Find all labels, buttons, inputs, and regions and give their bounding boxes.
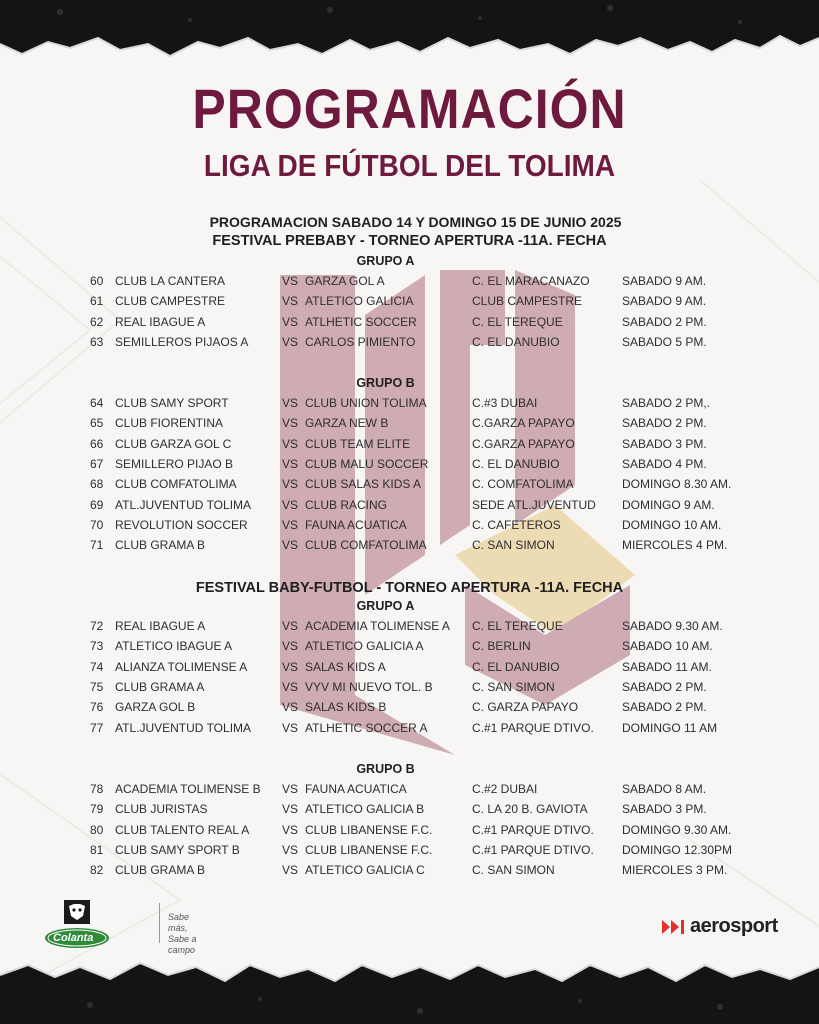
match-venue: C. GARZA PAPAYO <box>472 700 579 715</box>
match-row <box>0 477 819 495</box>
match-vs: VS <box>282 619 299 633</box>
match-num: 70 <box>90 517 104 532</box>
match-venue: C. CAFETEROS <box>472 517 561 532</box>
match-num: 65 <box>90 416 104 431</box>
sponsor-divider <box>159 903 160 943</box>
match-num: 82 <box>90 863 104 878</box>
match-away: CLUB SALAS KIDS A <box>305 477 422 492</box>
match-venue: C.#3 DUBAI <box>472 396 538 410</box>
match-time: DOMINGO 9.30 AM. <box>622 822 732 837</box>
match-home: REAL IBAGUE A <box>115 619 206 633</box>
match-vs: VS <box>282 782 299 796</box>
match-home: REAL IBAGUE A <box>115 314 206 329</box>
match-num: 76 <box>90 700 104 715</box>
match-num: 67 <box>90 456 104 471</box>
match-venue: C. BERLIN <box>472 639 531 654</box>
match-num: 77 <box>90 720 104 735</box>
match-venue: C.#1 PARQUE DTIVO. <box>472 822 594 837</box>
match-time: SABADO 3 PM. <box>622 802 707 817</box>
match-home: CLUB GRAMA A <box>115 679 205 694</box>
match-num: 63 <box>90 334 104 349</box>
match-away: ATLETICO GALICIA <box>305 294 414 309</box>
match-away: VYV MI NUEVO TOL. B <box>305 679 433 694</box>
colanta-tagline-line-2: Sabe a campo <box>168 934 197 955</box>
match-venue: C. SAN SIMON <box>472 679 555 694</box>
match-vs: VS <box>282 842 299 857</box>
match-home: CLUB JURISTAS <box>115 802 208 817</box>
aerosport-brand-label: aerosport <box>690 915 778 937</box>
match-away: FAUNA ACUATICA <box>305 782 407 796</box>
match-row <box>0 416 819 434</box>
match-row <box>0 823 819 841</box>
match-away: SALAS KIDS A <box>305 659 386 674</box>
match-home: CLUB GRAMA B <box>115 538 206 553</box>
match-vs: VS <box>282 720 299 735</box>
match-row <box>0 782 819 800</box>
group-heading: GRUPO B <box>356 376 415 390</box>
match-venue: C.GARZA PAPAYO <box>472 416 575 431</box>
match-home: CLUB COMFATOLIMA <box>115 477 237 492</box>
match-time: SABADO 5 PM. <box>622 334 707 349</box>
match-venue: C. SAN SIMON <box>472 538 555 553</box>
match-row <box>0 274 819 292</box>
group-heading: GRUPO A <box>356 599 415 613</box>
match-num: 62 <box>90 314 104 329</box>
match-vs: VS <box>282 456 299 471</box>
match-home: CLUB FIORENTINA <box>115 416 224 431</box>
match-home: CLUB LA CANTERA <box>115 274 226 288</box>
match-time: SABADO 2 PM,. <box>622 396 711 410</box>
match-away: GARZA GOL A <box>305 274 385 288</box>
match-row <box>0 843 819 861</box>
match-time: SABADO 10 AM. <box>622 639 713 654</box>
match-away: ATLHETIC SOCCER <box>305 314 417 329</box>
match-venue: C. EL DANUBIO <box>472 334 560 349</box>
match-home: ATL.JUVENTUD TOLIMA <box>115 720 252 735</box>
match-away: FAUNA ACUATICA <box>305 517 407 532</box>
match-time: SABADO 9.30 AM. <box>622 619 723 633</box>
match-row <box>0 538 819 556</box>
match-away: CLUB TEAM ELITE <box>305 436 411 451</box>
match-vs: VS <box>282 334 299 349</box>
match-away: ATLETICO GALICIA B <box>305 802 425 817</box>
match-time: SABADO 9 AM. <box>622 294 707 309</box>
colanta-sponsor <box>44 898 204 955</box>
match-num: 69 <box>90 497 104 512</box>
festival-heading: FESTIVAL BABY-FUTBOL - TORNEO APERTURA -11A. FECHA <box>195 580 624 596</box>
match-num: 66 <box>90 436 104 451</box>
match-vs: VS <box>282 863 299 878</box>
match-vs: VS <box>282 659 299 674</box>
match-num: 80 <box>90 822 104 837</box>
match-row <box>0 518 819 536</box>
match-num: 60 <box>90 274 104 288</box>
match-row <box>0 863 819 881</box>
match-vs: VS <box>282 477 299 492</box>
match-away: CARLOS PIMIENTO <box>305 334 416 349</box>
colanta-tagline <box>168 912 204 956</box>
match-venue: C.#1 PARQUE DTIVO. <box>472 842 594 857</box>
match-home: REVOLUTION SOCCER <box>115 517 248 532</box>
match-vs: VS <box>282 294 299 309</box>
match-away: CLUB LIBANENSE F.C. <box>305 842 433 857</box>
match-time: DOMINGO 8.30 AM. <box>622 477 732 492</box>
match-row <box>0 639 819 657</box>
match-venue: C. SAN SIMON <box>472 863 555 878</box>
match-time: SABADO 11 AM. <box>622 659 712 674</box>
match-home: ATL.JUVENTUD TOLIMA <box>115 497 252 512</box>
match-venue: C. EL TEREQUE <box>472 314 563 329</box>
match-row <box>0 619 819 637</box>
match-venue: C. EL TEREQUE <box>472 619 563 633</box>
match-away: ACADEMIA TOLIMENSE A <box>305 619 450 633</box>
group-heading: GRUPO B <box>356 762 415 776</box>
match-home: SEMILLEROS PIJAOS A <box>115 334 249 349</box>
match-time: SABADO 2 PM. <box>622 314 707 329</box>
match-away: ATLHETIC SOCCER A <box>305 720 428 735</box>
match-time: DOMINGO 12.30PM <box>622 842 733 857</box>
aerosport-play-icon <box>662 920 688 934</box>
match-vs: VS <box>282 274 299 288</box>
match-vs: VS <box>282 497 299 512</box>
match-vs: VS <box>282 314 299 329</box>
match-away: CLUB LIBANENSE F.C. <box>305 822 433 837</box>
match-venue: C. EL MARACANAZO <box>472 274 590 288</box>
match-row <box>0 721 819 739</box>
match-home: ALIANZA TOLIMENSE A <box>115 659 248 674</box>
match-away: ATLETICO GALICIA A <box>305 639 424 654</box>
match-num: 75 <box>90 679 104 694</box>
match-num: 72 <box>90 619 104 633</box>
match-row <box>0 802 819 820</box>
match-time: SABADO 2 PM. <box>622 679 707 694</box>
match-away: GARZA NEW B <box>305 416 389 431</box>
match-time: SABADO 9 AM. <box>622 274 707 288</box>
match-venue: C. COMFATOLIMA <box>472 477 574 492</box>
match-venue: C.#2 DUBAI <box>472 782 538 796</box>
match-time: SABADO 8 AM. <box>622 782 707 796</box>
match-num: 78 <box>90 782 104 796</box>
match-row <box>0 700 819 718</box>
match-row <box>0 457 819 475</box>
match-time: DOMINGO 10 AM. <box>622 517 722 532</box>
match-away: SALAS KIDS B <box>305 700 387 715</box>
match-venue: C. EL DANUBIO <box>472 456 560 471</box>
colanta-brand-label: Colanta <box>53 932 94 944</box>
match-row <box>0 660 819 678</box>
match-home: SEMILLERO PIJAO B <box>115 456 234 471</box>
match-away: CLUB MALU SOCCER <box>305 456 429 471</box>
aerosport-sponsor <box>662 915 792 939</box>
match-time: SABADO 3 PM. <box>622 436 707 451</box>
match-home: CLUB SAMY SPORT B <box>115 842 240 857</box>
match-vs: VS <box>282 517 299 532</box>
match-away: CLUB COMFATOLIMA <box>305 538 427 553</box>
match-venue: C. LA 20 B. GAVIOTA <box>472 802 588 817</box>
match-row <box>0 315 819 333</box>
match-num: 68 <box>90 477 104 492</box>
match-venue: C.#1 PARQUE DTIVO. <box>472 720 594 735</box>
match-vs: VS <box>282 822 299 837</box>
match-num: 79 <box>90 802 104 817</box>
match-row <box>0 437 819 455</box>
match-row <box>0 498 819 516</box>
match-time: MIERCOLES 3 PM. <box>622 863 728 878</box>
match-time: DOMINGO 9 AM. <box>622 497 715 512</box>
match-time: SABADO 2 PM. <box>622 700 707 715</box>
match-num: 64 <box>90 396 104 410</box>
match-vs: VS <box>282 639 299 654</box>
match-home: CLUB GARZA GOL C <box>115 436 232 451</box>
match-num: 71 <box>90 538 104 553</box>
colanta-tagline-line-1: Sabe más, <box>168 912 190 933</box>
match-away: CLUB RACING <box>305 497 388 512</box>
page-subtitle: LIGA DE FÚTBOL DEL TOLIMA <box>203 148 616 183</box>
schedule-date-heading: PROGRAMACION SABADO 14 Y DOMINGO 15 DE JUNIO 2025 <box>209 214 622 230</box>
match-vs: VS <box>282 700 299 715</box>
group-heading: GRUPO A <box>356 254 415 268</box>
match-num: 81 <box>90 842 104 857</box>
festival-heading: FESTIVAL PREBABY - TORNEO APERTURA -11A. FECHA <box>212 233 607 249</box>
match-venue: C. EL DANUBIO <box>472 659 560 674</box>
match-home: CLUB CAMPESTRE <box>115 294 226 309</box>
match-vs: VS <box>282 538 299 553</box>
match-time: DOMINGO 11 AM <box>622 720 718 735</box>
match-home: GARZA GOL B <box>115 700 196 715</box>
match-num: 74 <box>90 659 104 674</box>
match-row <box>0 335 819 353</box>
match-time: SABADO 2 PM. <box>622 416 707 431</box>
match-time: SABADO 4 PM. <box>622 456 707 471</box>
match-vs: VS <box>282 436 299 451</box>
match-home: ACADEMIA TOLIMENSE B <box>115 782 261 796</box>
match-vs: VS <box>282 802 299 817</box>
match-home: CLUB TALENTO REAL A <box>115 822 250 837</box>
match-vs: VS <box>282 679 299 694</box>
match-time: MIERCOLES 4 PM. <box>622 538 728 553</box>
page-title: PROGRAMACIÓN <box>192 77 627 141</box>
match-row <box>0 396 819 414</box>
match-row <box>0 680 819 698</box>
match-num: 61 <box>90 294 104 309</box>
match-venue: CLUB CAMPESTRE <box>472 294 583 309</box>
match-row <box>0 294 819 312</box>
match-venue: C.GARZA PAPAYO <box>472 436 575 451</box>
match-away: CLUB UNION TOLIMA <box>305 396 427 410</box>
match-home: CLUB SAMY SPORT <box>115 396 229 410</box>
match-away: ATLETICO GALICIA C <box>305 863 425 878</box>
match-vs: VS <box>282 396 299 410</box>
match-num: 73 <box>90 639 104 654</box>
match-home: CLUB GRAMA B <box>115 863 206 878</box>
match-vs: VS <box>282 416 299 431</box>
match-home: ATLETICO IBAGUE A <box>115 639 233 654</box>
match-venue: SEDE ATL.JUVENTUD <box>472 497 596 512</box>
